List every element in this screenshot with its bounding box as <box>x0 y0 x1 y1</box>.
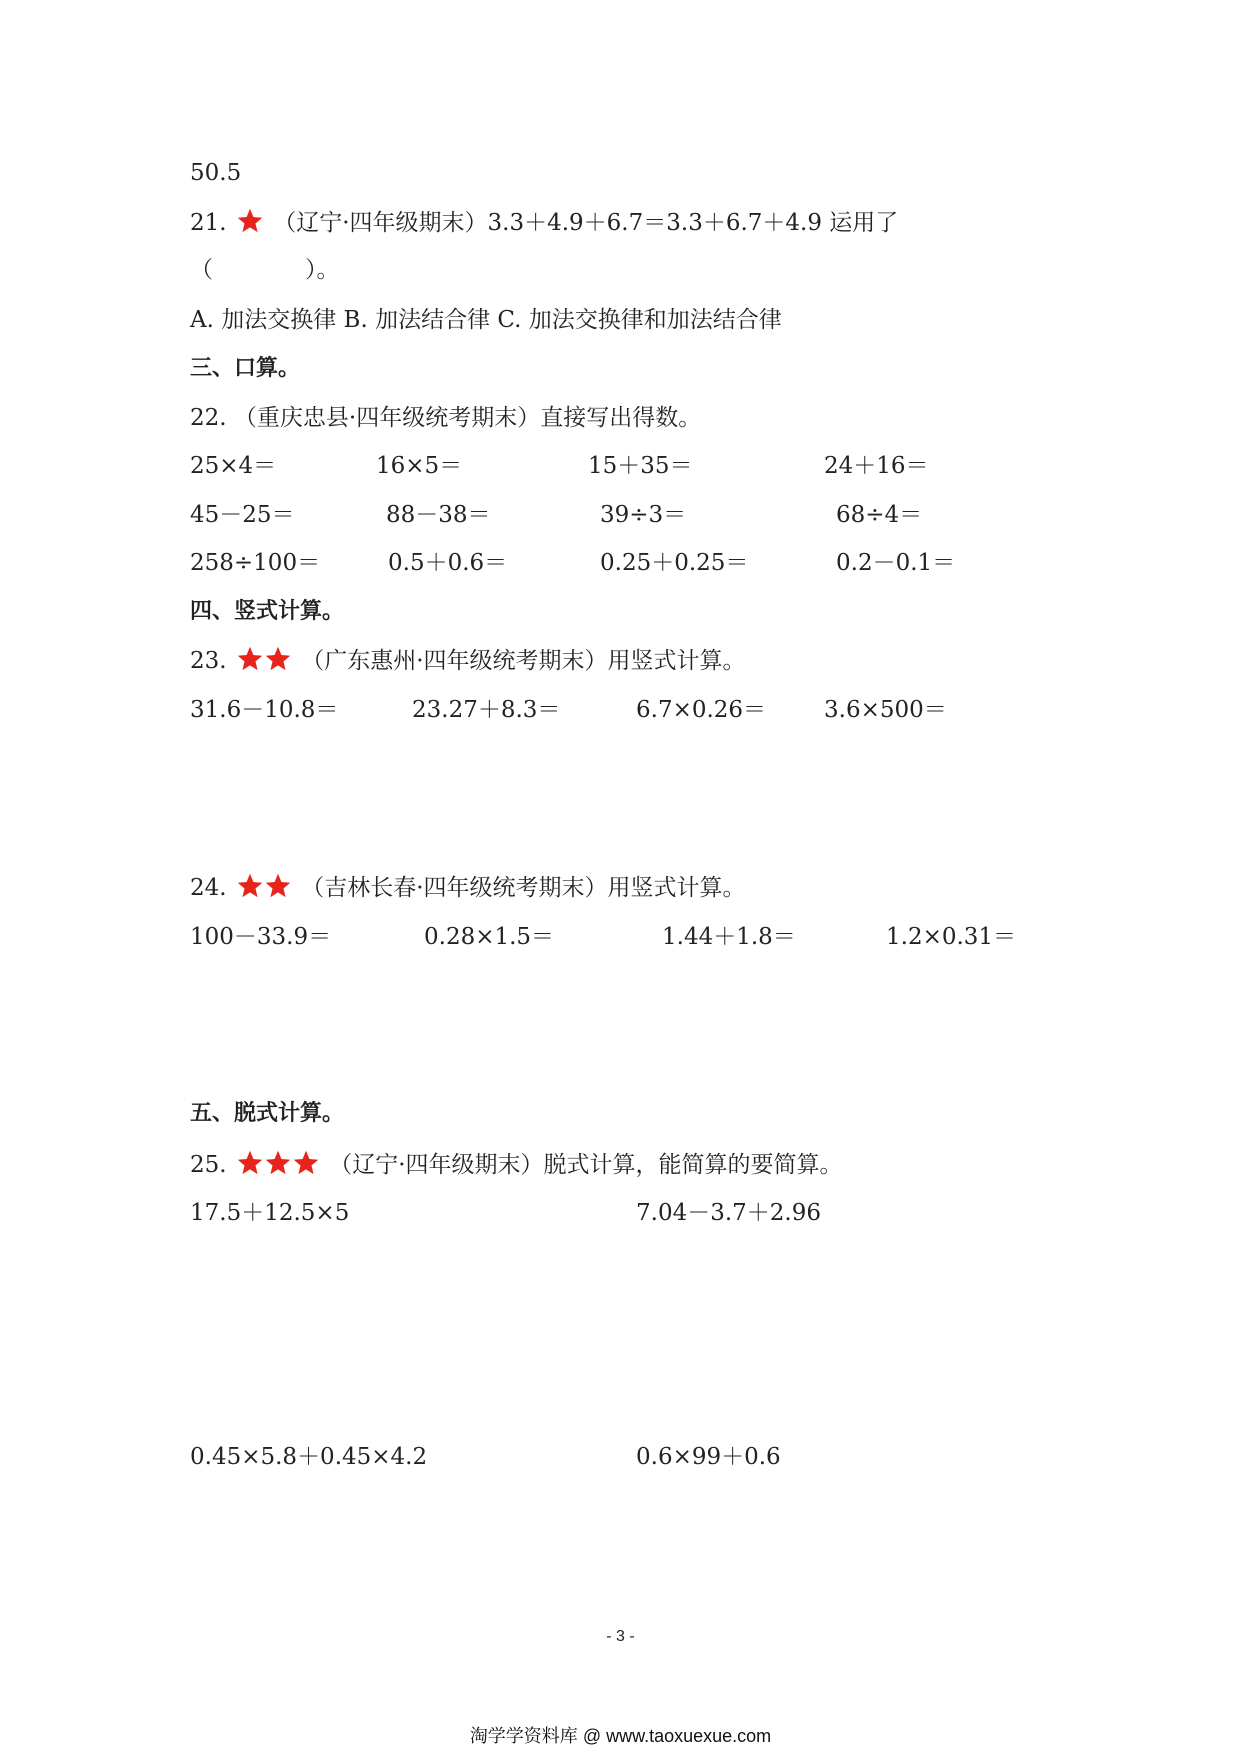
star-icon <box>236 872 264 900</box>
stepwise-item: 0.6×99＋0.6 <box>636 1444 781 1470</box>
section-heading-4: 四、竖式计算。 <box>190 599 345 624</box>
difficulty-stars <box>236 645 292 681</box>
question-22 <box>190 403 701 433</box>
oral-item: 258÷100＝ <box>190 550 321 576</box>
oral-item: 24＋16＝ <box>824 453 929 479</box>
question-number: 25. <box>190 1152 227 1178</box>
column-item: 1.2×0.31＝ <box>886 924 1017 950</box>
question-number: 22. <box>190 405 227 431</box>
oral-item: 39÷3＝ <box>600 502 687 528</box>
column-item: 3.6×500＝ <box>824 697 947 723</box>
oral-item: 0.2－0.1＝ <box>836 550 956 576</box>
star-icon <box>264 872 292 900</box>
stepwise-item: 0.45×5.8＋0.45×4.2 <box>190 1444 428 1470</box>
oral-item: 88－38＝ <box>386 502 491 528</box>
oral-item: 25×4＝ <box>190 453 277 479</box>
oral-item: 45－25＝ <box>190 502 295 528</box>
oral-item: 0.5＋0.6＝ <box>388 550 508 576</box>
footer-watermark: 淘学学资料库 @ www.taoxuexue.com <box>469 1726 772 1746</box>
difficulty-stars <box>236 872 292 908</box>
previous-answer: 50.5 <box>190 160 242 186</box>
question-text: （广东惠州·四年级统考期末）用竖式计算。 <box>301 648 746 674</box>
question-text: （辽宁·四年级期末）3.3＋4.9＋6.7＝3.3＋6.7＋4.9 运用了 <box>273 210 899 236</box>
star-icon <box>264 645 292 673</box>
question-25 <box>190 1149 843 1185</box>
oral-item: 16×5＝ <box>376 453 463 479</box>
question-21-options: A. 加法交换律 B. 加法结合律 C. 加法交换律和加法结合律 <box>190 307 782 333</box>
star-icon <box>264 1149 292 1177</box>
stepwise-item: 7.04－3.7＋2.96 <box>636 1200 821 1226</box>
question-24 <box>190 872 746 908</box>
section-heading-5: 五、脱式计算。 <box>190 1101 345 1126</box>
difficulty-stars <box>236 1149 320 1185</box>
question-23 <box>190 645 746 681</box>
star-icon <box>236 645 264 673</box>
question-21 <box>190 207 898 243</box>
question-number: 24. <box>190 875 227 901</box>
star-icon <box>292 1149 320 1177</box>
answer-blank: （ ）。 <box>190 257 340 283</box>
oral-item: 0.25＋0.25＝ <box>600 550 749 576</box>
stepwise-item: 17.5＋12.5×5 <box>190 1200 350 1226</box>
oral-item: 68÷4＝ <box>836 502 923 528</box>
question-text: （辽宁·四年级期末）脱式计算，能简算的要简算。 <box>329 1152 843 1178</box>
column-item: 0.28×1.5＝ <box>424 924 555 950</box>
column-item: 6.7×0.26＝ <box>636 697 767 723</box>
column-item: 100－33.9＝ <box>190 924 332 950</box>
oral-item: 15＋35＝ <box>588 453 693 479</box>
question-text: （重庆忠县·四年级统考期末）直接写出得数。 <box>233 405 702 431</box>
column-item: 23.27＋8.3＝ <box>412 697 561 723</box>
star-icon <box>236 207 264 235</box>
question-text: （吉林长春·四年级统考期末）用竖式计算。 <box>301 875 746 901</box>
page-number: - 3 - <box>606 1628 635 1645</box>
column-item: 1.44＋1.8＝ <box>662 924 796 950</box>
section-heading-3: 三、口算。 <box>190 356 301 381</box>
star-icon <box>236 1149 264 1177</box>
question-number: 23. <box>190 648 227 674</box>
difficulty-stars <box>236 207 264 243</box>
column-item: 31.6－10.8＝ <box>190 697 339 723</box>
question-number: 21. <box>190 210 227 236</box>
